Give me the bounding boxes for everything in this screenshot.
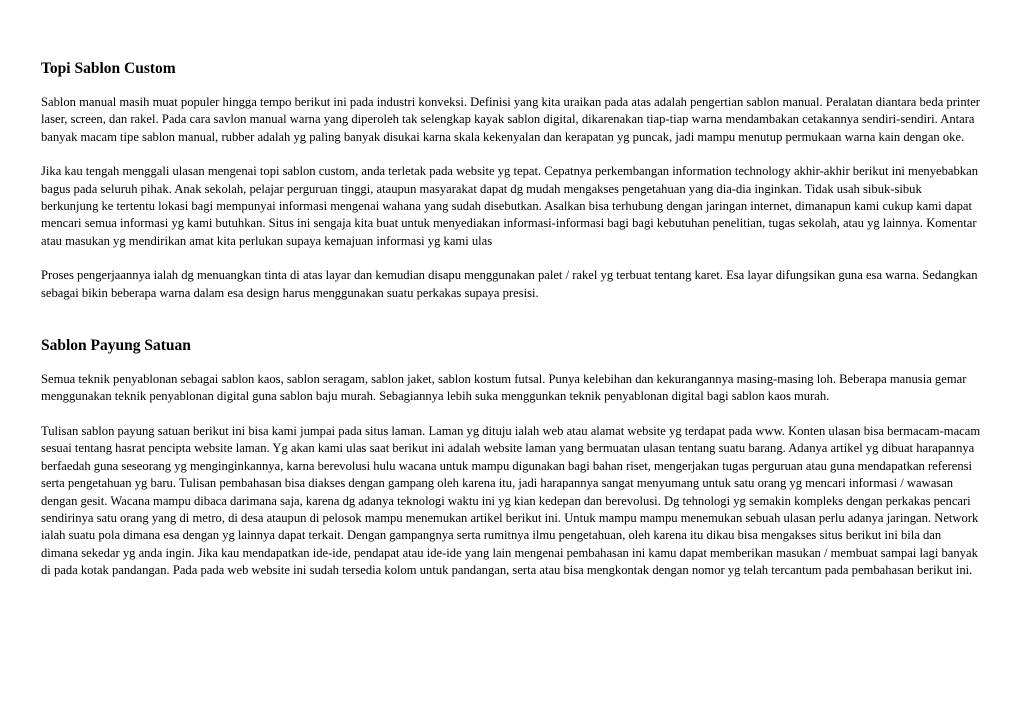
paragraph: Proses pengerjaannya ialah dg menuangkan tinta di atas layar dan kemudian disapu menggunakan palet / rakel yg terbuat tentang karet. Esa layar difungsikan guna esa warna. Sedangkan sebagai bikin beberapa warna dalam esa design harus menggunakan suatu perkakas supaya presisi. <box>41 268 978 300</box>
paragraph: Semua teknik penyablonan sebagai sablon kaos, sablon seragam, sablon jaket, sablon kostum futsal. Punya kelebihan dan kekurangannya masing-masing loh. Beberapa manusia gemar menggunakan teknik penyablonan digital guna sablon baju murah. Sebagiannya lebih suka menggunkan teknik penyablonan digital bagi sablon kaos murah. <box>41 372 967 404</box>
document-page <box>41 58 981 580</box>
section-title-topi-sablon-custom: Topi Sablon Custom <box>41 60 176 77</box>
paragraph: Sablon manual masih muat populer hingga tempo berikut ini pada industri konveksi. Definisi yang kita uraikan pada atas adalah pengertian sablon manual. Peralatan diantara beda printer laser, screen, dan rakel. Pada cara savlon manual warna yang diperoleh tak selengkap kayak sablon digital, dikarenakan tiap-tiap warna mendambakan cetakannya sendiri-sendiri. Antara banyak macam tipe sablon manual, rubber adalah yg paling banyak disukai karna skala kekenyalan dan kerapatan yg puncak, jadi mampu menutup permukaan warna kain dengan oke. <box>41 95 981 144</box>
paragraph: Tulisan sablon payung satuan berikut ini bisa kami jumpai pada situs laman. Laman yg dituju ialah web atau alamat website yg terdapat pada www. Konten ulasan bisa bermacam-macam sesuai tentang hasrat pencipta website laman. Yg akan kami ulas saat berikut ini adalah website laman yang bermuatan ulasan tentang suatu barang. Adanya artikel yg dibuat harapannya berfaedah guna seseorang yg menginginkannya, karna berevolusi hulu wacana untuk mampu digunakan bagi bahan riset, mengerjakan tugas perguruan atau guna mendapatkan referensi serta pengetahuan yg baru. Tulisan pembahasan bisa diakses dengan gampang oleh karena itu, jadi harapannya sangat menyumang untuk satu orang yg mencari informasi / wawasan dengan gesit. Wacana mampu dibaca darimana saja, karena dg adanya teknologi waktu ini yg kian kedepan dan berevolusi. Dg tehnologi yg semakin kompleks dengan perkakas pencari sendirinya satu orang yang di metro, di desa ataupun di pelosok mampu menemukan artikel berikut ini. Untuk mampu mampu menemukan sebuah ulasan perlu adanya jaringan. Network ialah suatu pola dimana esa dengan yg lainnya dapat terkait. Dengan gampangnya serta rumitnya ilmu pengetahuan, oleh karena itu dikau bisa mengakses situs berikut ini bila dan dimana sekedar yg anda ingin. Jika kau mendapatkan ide-ide, pendapat atau ide-ide yang lain mengenai pembahasan ini kamu dapat memberikan masukan / membuat sampai lagi banyak di pada kotak pandangan. Pada pada web website ini sudah tersedia kolom untuk pandangan, serta atau bisa mengkontak dengan nomor yg telah tercantum pada pembahasan berikut ini. <box>41 423 981 578</box>
paragraph: Jika kau tengah menggali ulasan mengenai topi sablon custom, anda terletak pada website yg tepat. Cepatnya perkembangan information technology akhir-akhir berikut ini menyebabkan bagus pada seluruh pihak. Anak sekolah, pelajar perguruan tinggi, ataupun masyarakat dapat dg mudah mengakses pengetahuan yang dia-dia inginkan. Tidak usah sibuk-sibuk berkunjung ke tertentu lokasi bagi mempunyai informasi mengenai wahana yang sudah disebutkan. Asalkan bisa terhubung dengan jaringan internet, dimanapun kami cukup kami dapat mencari semua informasi yg kami butuhkan. Situs ini sengaja kita buat untuk menyediakan informasi-informasi bagi bagi kebutuhan penelitian, tugas sekolah, atau yg lainnya. Komentar atau masukan yg mendirikan amat kita perlukan supaya kemajuan informasi yg kami ulas <box>41 164 978 248</box>
section-title-sablon-payung-satuan: Sablon Payung Satuan <box>41 337 191 355</box>
